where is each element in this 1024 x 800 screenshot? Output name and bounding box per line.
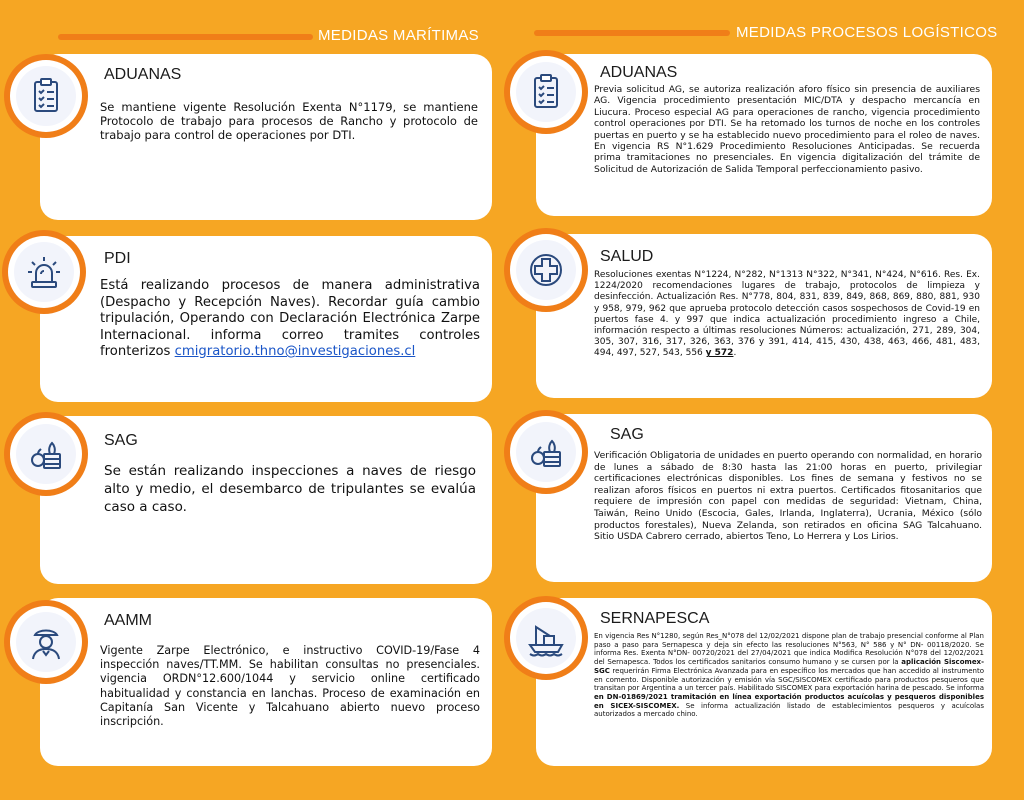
card-body: [100, 278, 480, 361]
card-aduanas-maritime: [40, 54, 492, 220]
card-aduanas-logistics: [536, 54, 992, 216]
clipboard-checklist-icon: [4, 54, 88, 138]
header-maritime: [58, 24, 488, 50]
card-body: Verificación Obligatoria de unidades en puerto operando con normalidad, en horario de lunes a sábado de 8:30 hasta las 21:00 horas en puerto, privilegiar certificaciones electrónicas disponibles. Los fines de semana y festivos no se realizan aforos físicos en puertos ni extra puertos. Certificados fitosanitarios que requiere de impresión con papel con medidas de seguridad: Vietnam, China, Taiwán, Reino Unido (Escocia, Gales, Irlanda, Inglaterra), Ucrania, México (sólo productos forestales), Nueva Zelanda, son retirados en oficina SAG Talcahuano. Sitio USDA Cabrero cerrado, abiertos Teno, Lo Herrera y Los Lirios.: [594, 450, 982, 543]
sernapesca-bold-1: aplicación Siscomex-SGC: [594, 658, 984, 675]
card-aamm: [40, 598, 492, 766]
produce-basket-icon: [4, 412, 88, 496]
siren-alarm-icon: [2, 230, 86, 314]
header-logistics: [534, 22, 1004, 48]
header-maritime-title: MEDIDAS MARÍTIMAS: [318, 27, 479, 44]
card-title: SERNAPESCA: [600, 610, 710, 627]
card-pdi: [40, 236, 492, 402]
card-body: [594, 632, 984, 719]
card-title: ADUANAS: [600, 64, 678, 81]
sernapesca-text-2: requerirán Firma Electrónica Avanzada para en específico los mercados que han accedido al instrumento en comento. Disponible autorización y emisión vía SGC/SISCOMEX certificado para productos pesqueros que transitan por Argentina a un tercer país. Habilitado SISCOMEX para exportación harina de pescado. Se informa: [594, 666, 984, 693]
salud-text-emphasis: y 572: [705, 348, 734, 359]
sernapesca-text-1: En vigencia Res N°1280, según Res_N°078 del 12/02/2021 dispone plan de trabajo presencial conforme al Plan paso a paso para Sernapesca y deja sin efecto las resoluciones N°563, N° 586 y N° DN- 00118/2020. Se informa Res. Exenta N°DN- 00720/2021 del 27/04/2021 que indica Modifica Resolución N°078 del 12/02/2021 del Sernapesca. Todos los certificados sanitarios consumo humano y se cursen por la: [594, 632, 984, 667]
header-logistics-title: MEDIDAS PROCESOS LOGÍSTICOS: [736, 24, 998, 41]
clipboard-checklist-icon: [504, 50, 588, 134]
card-sernapesca: [536, 598, 992, 766]
card-body: Se mantiene vigente Resolución Exenta N°1179, se mantiene Protocolo de trabajo para procesos de Rancho y protocolo de trabajo para control de operaciones por DTI.: [100, 100, 478, 142]
card-title: SALUD: [600, 248, 654, 265]
card-body: Previa solicitud AG, se autoriza realización aforo físico sin presencia de auxiliares AG. Vigencia procedimiento presentación MIC/DTA y despacho mercancía en Liucura. Proceso especial AG para operaciones de rancho, vigencia procedimiento control operaciones por DTI. Se ha retomado los turnos de noche en los controles puertas en puerto y se ha establecido nuevo procedimiento para el roleo de naves. En vigencia RS N°1.629 Procedimiento Resoluciones Anticipadas. Se recuerda prima tramitaciones no presenciales. En vigencia digitalización del trámite de Solicitud de Autorización de Salida Temporal perfeccionamiento pasivo.: [594, 84, 980, 175]
fishing-vessel-icon: [504, 596, 588, 680]
card-salud: [536, 234, 992, 398]
card-title: PDI: [104, 250, 131, 267]
card-body: [594, 270, 980, 360]
pdi-email-link[interactable]: cmigratorio.thno@investigaciones.cl: [174, 344, 416, 359]
header-bar: [58, 34, 313, 40]
card-title: ADUANAS: [104, 66, 182, 83]
card-title: SAG: [610, 426, 644, 443]
card-sag-maritime: [40, 416, 492, 584]
sernapesca-bold-2: en DN-01869/2021 tramitación en línea exportación productos acuícolas y pesqueros disponibles en SICEX-SISCOMEX.: [594, 692, 984, 710]
card-sag-logistics: [536, 414, 992, 582]
card-title: SAG: [104, 432, 138, 449]
card-title: AAMM: [104, 612, 152, 629]
sernapesca-text-3: Se informa actualización listado de establecimientos pesqueros y acuícolas autorizados a mercado chino.: [594, 701, 984, 719]
header-bar: [534, 30, 730, 36]
salud-text: Resoluciones exentas N°1224, N°282, N°1313 N°322, N°341, N°424, N°616. Res. Ex. 1224/2020 recomendaciones lugares de trabajo, protocolos de limpieza y desinfección. Actualización Res. N°778, 804, 831, 839, 849, 868, 869, 880, 881, 930 y 958, 979, 962 que aprueba protocolo detección casos sospechosos de Covid-19 en puertos fase 4. y 997 que indica actualización procedimiento ingreso a Chile, información respecto a últimas resoluciones Números: actualización, 271, 289, 304, 305, 307, 316, 317, 326, 363, 376 y 391, 414, 415, 430, 438, 463, 466, 481, 483, 494, 497, 527, 543, 556: [594, 270, 980, 359]
pdi-text: Está realizando procesos de manera administrativa (Despacho y Recepción Naves). Recordar guía cambio tripulación, Operando con Declaración Electrónica Zarpe Internacional. informa correo tramites controles fronterizos: [100, 278, 480, 359]
medical-cross-icon: [504, 228, 588, 312]
card-body: Se están realizando inspecciones a naves de riesgo alto y medio, el desembarco de tripulantes se evalúa caso a caso.: [104, 463, 476, 515]
salud-text-end: .: [733, 348, 737, 359]
card-body: Vigente Zarpe Electrónico, e instructivo COVID-19/Fase 4 inspección naves/TT.MM. Se habilitan consultas no presenciales. vigencia ORDN°12.600/1044 y servicio online certificado habitualidad y constancia en lanchas. Proceso de examinación en Capitanía San Vicente y Talcahuano abierto nuevo proceso inscripción.: [100, 644, 480, 729]
naval-officer-icon: [4, 600, 88, 684]
produce-basket-icon: [504, 410, 588, 494]
